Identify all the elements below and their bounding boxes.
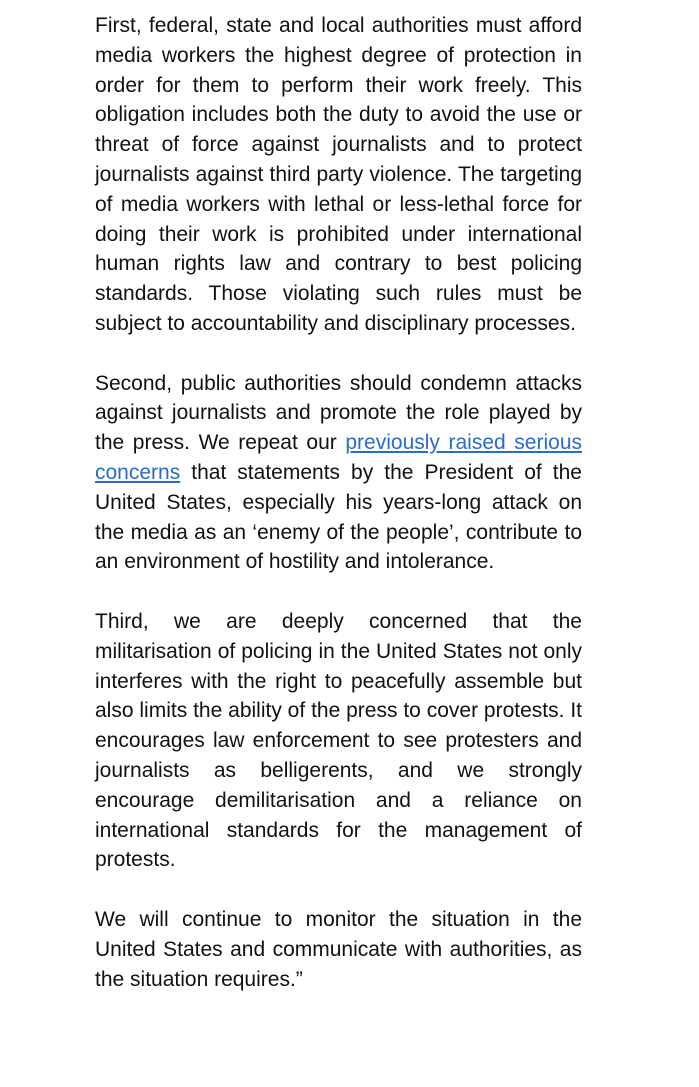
paragraph-first: First, federal, state and local authorities must afford media workers the highest degree of protection in order for them to perform their work freely. This obligation includes both the duty to avoid the use or threat of force against journalists and to protect journalists against third party violence. The targeting of media workers with lethal or less-lethal force for doing their work is prohibited under international human rights law and contrary to best policing standards. Those violating such rules must be subject to accountability and disciplinary processes.: [95, 14, 582, 335]
paragraph-third: Third, we are deeply concerned that the militarisation of policing in the United States not only interferes with the right to peacefully assemble but also limits the ability of the press to cover protests. It encourages law enforcement to see protesters and journalists as belligerents, and we strongly encourage demilitarisation and a reliance on international standards for the management of protests.: [95, 609, 582, 872]
paragraph-second: [95, 369, 582, 578]
paragraph-second-text-start: Second, public authorities should condemn attacks against journalists and promote the role played by the press. We repeat our: [95, 371, 582, 455]
paragraph-fourth: We will continue to monitor the situation in the United States and communicate with authorities, as the situation requires.”: [95, 907, 582, 991]
previously-raised-concerns-link[interactable]: previously raised serious concerns: [95, 431, 582, 484]
paragraph-second-text-end: that statements by the President of the United States, especially his years-long attack on the media as an ‘enemy of the people’, contribute to an environment of hostility and intolerance.: [95, 460, 582, 574]
document-body: [95, 11, 582, 994]
